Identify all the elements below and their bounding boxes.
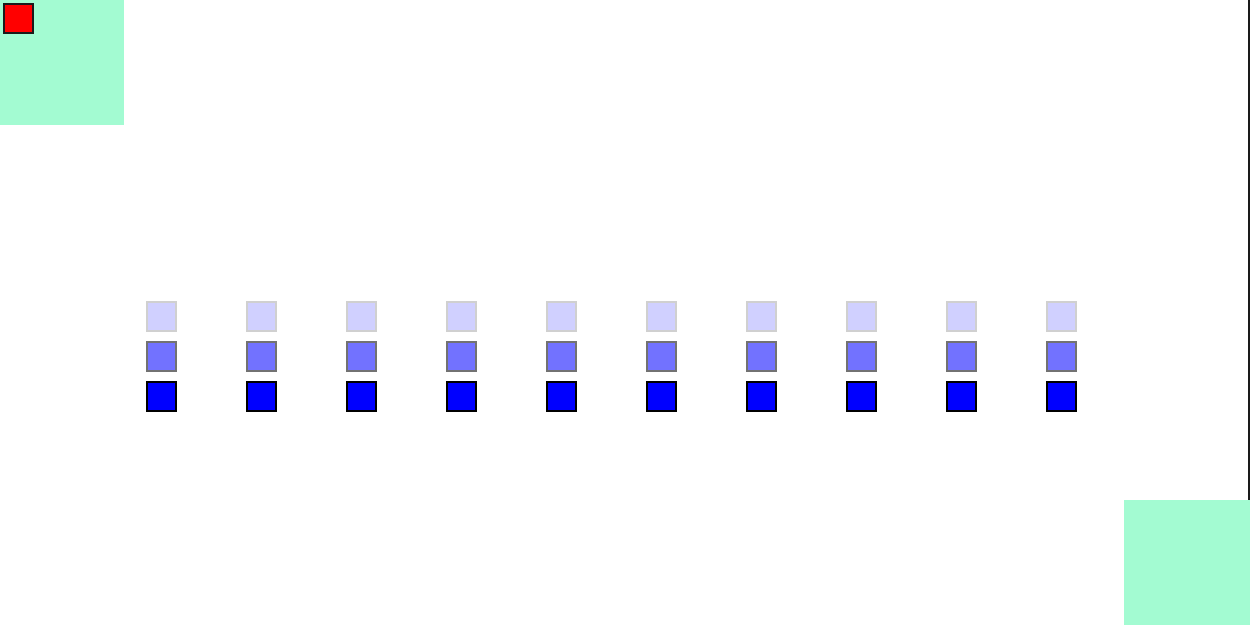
enemy-trail-ghost <box>346 301 377 332</box>
enemy-trail-ghost <box>546 341 577 372</box>
enemy-trail-ghost <box>1046 301 1077 332</box>
enemy-trail-ghost <box>746 341 777 372</box>
enemy-square <box>346 381 377 412</box>
enemy-square <box>746 381 777 412</box>
enemy-square <box>246 381 277 412</box>
enemy-trail-ghost <box>646 341 677 372</box>
enemy-trail-ghost <box>646 301 677 332</box>
enemy-trail-ghost <box>746 301 777 332</box>
enemy-trail-ghost <box>846 341 877 372</box>
enemy-trail-ghost <box>846 301 877 332</box>
player-square[interactable] <box>3 3 34 34</box>
enemy-trail-ghost <box>946 301 977 332</box>
goal-safe-zone <box>1124 500 1250 625</box>
enemy-square <box>946 381 977 412</box>
enemy-trail-ghost <box>246 301 277 332</box>
enemy-trail-ghost <box>946 341 977 372</box>
enemy-square <box>646 381 677 412</box>
enemy-trail-ghost <box>1046 341 1077 372</box>
enemy-square <box>846 381 877 412</box>
enemy-trail-ghost <box>446 341 477 372</box>
enemy-square <box>146 381 177 412</box>
enemy-trail-ghost <box>446 301 477 332</box>
enemy-trail-ghost <box>246 341 277 372</box>
enemy-square <box>446 381 477 412</box>
enemy-square <box>546 381 577 412</box>
enemy-trail-ghost <box>546 301 577 332</box>
enemy-trail-ghost <box>146 301 177 332</box>
enemy-trail-ghost <box>146 341 177 372</box>
enemy-trail-ghost <box>346 341 377 372</box>
enemy-square <box>1046 381 1077 412</box>
